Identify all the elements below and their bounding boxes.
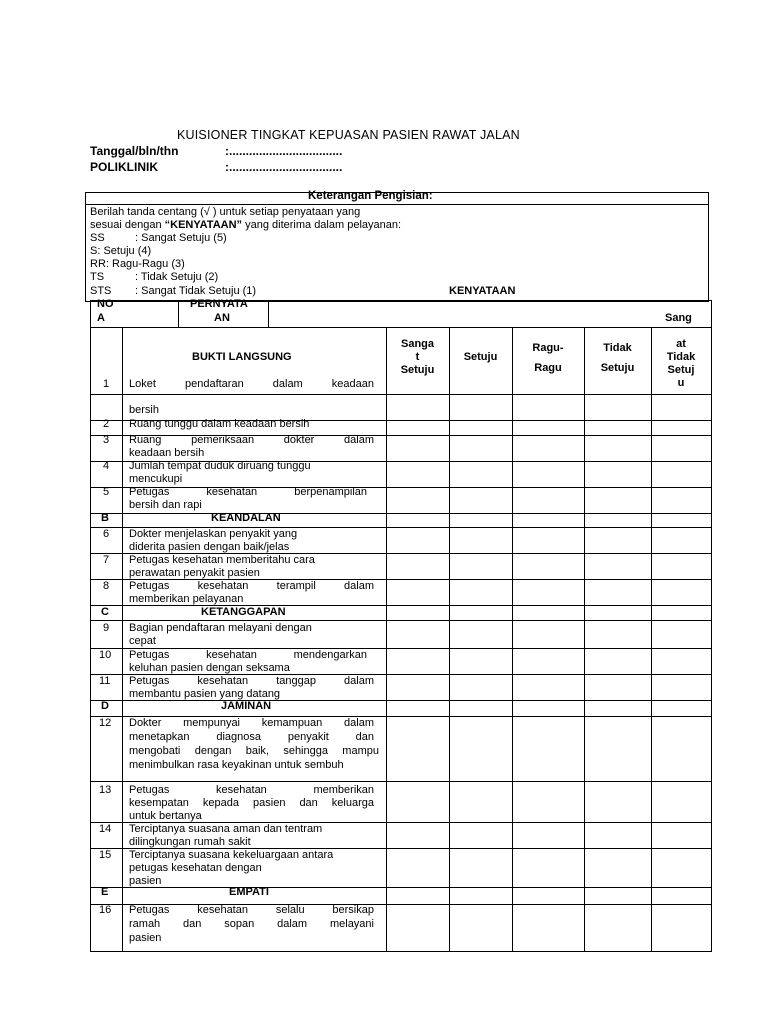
line2-post: yang diterima dalam pelayanan: bbox=[242, 219, 402, 231]
col-ss-l2: t bbox=[415, 351, 420, 363]
item-7-line1: Petugas kesehatan memberitahu cara bbox=[129, 554, 315, 566]
scale-ss-code: SS bbox=[90, 232, 105, 244]
poliklinik-label: POLIKLINIK bbox=[90, 160, 158, 174]
col-rr-header bbox=[512, 338, 584, 378]
page-title: KUISIONER TINGKAT KEPUASAN PASIEN RAWAT JALAN bbox=[177, 128, 520, 142]
item-2-line1: Ruang tunggu dalam keadaan bersih bbox=[129, 418, 310, 430]
item-16-line3: pasien bbox=[129, 932, 162, 944]
col-ts-header bbox=[584, 338, 651, 378]
item-15-line1: Terciptanya suasana kekeluargaan antara bbox=[129, 849, 334, 861]
item-7-no: 7 bbox=[103, 554, 110, 566]
item-7-line2: perawatan penyakit pasien bbox=[129, 567, 260, 579]
section-a-title: BUKTI LANGSUNG bbox=[192, 351, 292, 363]
item-16-no: 16 bbox=[99, 904, 112, 916]
item-1-line1: Loket pendaftaran dalam keadaan bbox=[129, 378, 374, 390]
item-16-line1: Petugas kesehatan selalu bersikap bbox=[129, 904, 374, 916]
scale-ts-code: TS bbox=[90, 271, 105, 283]
grid-line bbox=[90, 394, 712, 395]
grid-line bbox=[90, 887, 712, 888]
item-10-no: 10 bbox=[99, 649, 112, 661]
section-b-code: B bbox=[101, 512, 109, 524]
keterangan-heading: Keterangan Pengisian: bbox=[308, 190, 433, 202]
keterangan-line2 bbox=[90, 219, 401, 231]
col-rr-l2: Ragu bbox=[534, 362, 562, 374]
item-14-line2: dilingkungan rumah sakit bbox=[129, 836, 251, 848]
keterangan-divider bbox=[85, 204, 708, 205]
item-13-line3: untuk bertanya bbox=[129, 810, 202, 822]
scale-sts-code: STS bbox=[90, 285, 112, 297]
pernyataan-header-line1: PERNYATA bbox=[190, 298, 248, 310]
item-6-line1: Dokter menjelaskan penyakit yang bbox=[129, 528, 298, 540]
col-sts-l4: u bbox=[677, 377, 685, 389]
item-8-line1: Petugas kesehatan terampil dalam bbox=[129, 580, 374, 592]
col-sts-l1: at bbox=[676, 338, 686, 350]
item-13-no: 13 bbox=[99, 784, 112, 796]
line2-pre: sesuai dengan bbox=[90, 219, 165, 231]
poliklinik-field[interactable]: :.................................. bbox=[225, 160, 343, 174]
col-ts-l2: Setuju bbox=[600, 362, 635, 374]
col-ss-l1: Sanga bbox=[400, 338, 434, 350]
section-d-title: JAMINAN bbox=[221, 700, 272, 712]
col-ss-header bbox=[386, 338, 449, 377]
item-5-line1: Petugas kesehatan berpenampilan bbox=[129, 486, 367, 498]
col-s-header: Setuju bbox=[463, 351, 498, 363]
item-11-line2: membantu pasien yang datang bbox=[129, 688, 281, 700]
item-12-no: 12 bbox=[99, 717, 112, 729]
no-header-line2: A bbox=[97, 312, 105, 324]
grid-line bbox=[90, 781, 712, 782]
grid-line bbox=[268, 300, 269, 328]
item-10-line2: keluhan pasien dengan seksama bbox=[129, 662, 290, 674]
pernyataan-header-line2: AN bbox=[214, 312, 230, 324]
section-e-code: E bbox=[101, 886, 109, 898]
col-ts-l1: Tidak bbox=[603, 342, 632, 354]
scale-ss-desc: : Sangat Setuju (5) bbox=[135, 232, 227, 244]
line2-bold: “KENYATAAN” bbox=[164, 219, 243, 231]
section-b-title: KEANDALAN bbox=[211, 512, 281, 524]
item-4-no: 4 bbox=[103, 460, 110, 472]
keterangan-line1: Berilah tanda centang (√ ) untuk setiap penyataan yang bbox=[90, 206, 361, 218]
grid-line bbox=[90, 605, 712, 606]
section-c-code: C bbox=[101, 606, 109, 618]
grid-line bbox=[90, 620, 712, 621]
col-ss-l3: Setuju bbox=[400, 364, 435, 376]
grid-line bbox=[90, 327, 712, 328]
item-12-line4: menimbulkan rasa keyakinan untuk sembuh bbox=[129, 759, 344, 771]
item-14-line1: Terciptanya suasana aman dan tentram bbox=[129, 823, 323, 835]
item-8-line2: memberikan pelayanan bbox=[129, 593, 244, 605]
grid-line bbox=[90, 951, 712, 952]
item-6-line2: diderita pasien dengan baik/jelas bbox=[129, 541, 290, 553]
section-c-title: KETANGGAPAN bbox=[201, 606, 286, 618]
grid-line bbox=[90, 300, 712, 301]
item-1-line2: bersih bbox=[129, 404, 159, 416]
item-9-no: 9 bbox=[103, 622, 110, 634]
grid-line bbox=[90, 300, 91, 328]
sang-header: Sang bbox=[665, 312, 692, 324]
item-3-line1: Ruang pemeriksaan dokter dalam bbox=[129, 434, 374, 446]
item-13-line2: kesempatan kepada pasien dan keluarga bbox=[129, 797, 374, 809]
item-10-line1: Petugas kesehatan mendengarkan bbox=[129, 649, 367, 661]
date-label: Tanggal/bln/thn bbox=[90, 144, 179, 158]
col-sts-l2: Tidak bbox=[666, 351, 696, 363]
kenyataan-label: KENYATAAN bbox=[449, 285, 516, 297]
item-5-line2: bersih dan rapi bbox=[129, 499, 202, 511]
item-15-no: 15 bbox=[99, 849, 112, 861]
item-5-no: 5 bbox=[103, 486, 110, 498]
item-8-no: 8 bbox=[103, 580, 110, 592]
item-6-no: 6 bbox=[103, 528, 110, 540]
col-rr-l1: Ragu- bbox=[532, 342, 564, 354]
item-14-no: 14 bbox=[99, 823, 112, 835]
item-12-line1: Dokter mempunyai kemampuan dalam bbox=[129, 717, 374, 729]
scale-ts-desc: : Tidak Setuju (2) bbox=[135, 271, 219, 283]
item-16-line2: ramah dan sopan dalam melayani bbox=[129, 918, 374, 930]
item-2-no: 2 bbox=[103, 418, 110, 430]
item-4-line2: mencukupi bbox=[129, 473, 183, 485]
item-11-no: 11 bbox=[99, 675, 111, 687]
item-15-line2: petugas kesehatan dengan bbox=[129, 862, 262, 874]
section-d-code: D bbox=[101, 700, 109, 712]
scale-sts-desc: : Sangat Tidak Setuju (1) bbox=[135, 285, 257, 297]
col-sts-header bbox=[651, 338, 711, 390]
item-4-line1: Jumlah tempat duduk diruang tunggu bbox=[129, 460, 311, 472]
grid-line bbox=[90, 700, 712, 701]
item-9-line2: cepat bbox=[129, 635, 156, 647]
scale-s: S: Setuju (4) bbox=[90, 245, 152, 257]
item-3-line2: keadaan bersih bbox=[129, 447, 205, 459]
no-header-line1: NO bbox=[97, 298, 114, 310]
scale-rr: RR: Ragu-Ragu (3) bbox=[90, 258, 185, 270]
item-12-line3: mengobati dengan baik, sehingga mampu bbox=[129, 745, 379, 757]
item-12-line2: menetapkan diagnosa penyakit dan bbox=[129, 731, 374, 743]
grid-line bbox=[90, 513, 712, 514]
item-1-no: 1 bbox=[103, 378, 110, 390]
grid-line bbox=[711, 300, 712, 952]
grid-line bbox=[178, 300, 179, 328]
col-sts-l3: Setuj bbox=[667, 364, 695, 376]
date-field[interactable]: :.................................. bbox=[225, 144, 343, 158]
item-3-no: 3 bbox=[103, 434, 110, 446]
item-9-line1: Bagian pendaftaran melayani dengan bbox=[129, 622, 312, 634]
section-e-title: EMPATI bbox=[229, 886, 269, 898]
item-15-line3: pasien bbox=[129, 875, 162, 887]
item-11-line1: Petugas kesehatan tanggap dalam bbox=[129, 675, 374, 687]
item-13-line1: Petugas kesehatan memberikan bbox=[129, 784, 374, 796]
